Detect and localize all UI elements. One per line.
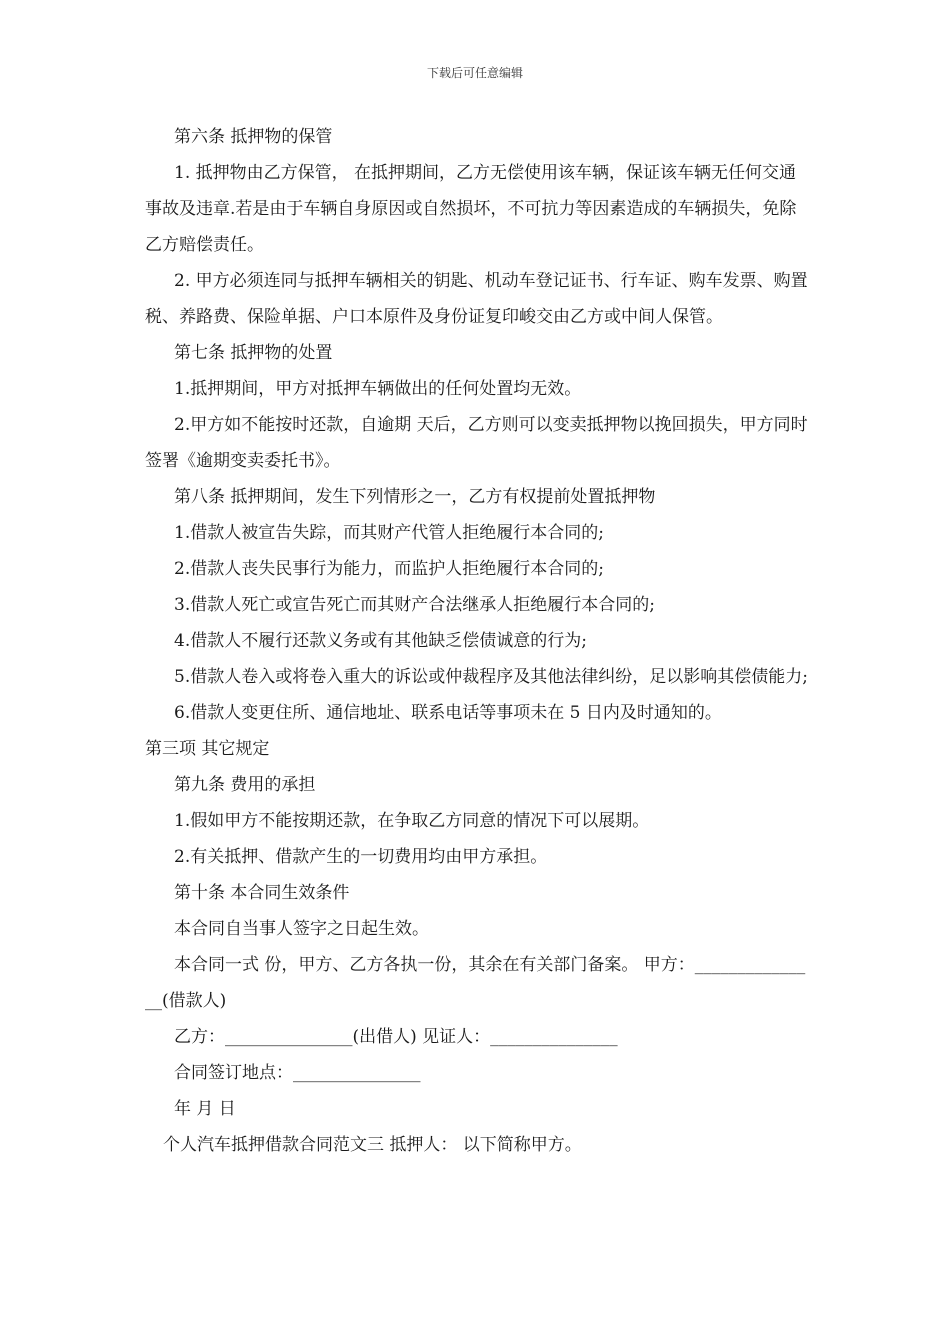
- article-9-item-1: 1.假如甲方不能按期还款，在争取乙方同意的情况下可以展期。: [174, 811, 650, 831]
- article-8-item-6: 6.借款人变更住所、通信地址、联系电话等事项未在 5 日内及时通知的。: [174, 703, 722, 723]
- article-7-heading: 第七条 抵押物的处置: [174, 343, 333, 363]
- page-header: 下载后可任意编辑: [426, 66, 523, 80]
- party-b-witness-line: 乙方：_______________(出借人) 见证人：_______________: [174, 1027, 618, 1047]
- effective-clause: 本合同自当事人签字之日起生效。: [174, 919, 429, 939]
- article-8-item-5: 5.借款人卷入或将卷入重大的诉讼或仲裁程序及其他法律纠纷，足以影响其偿债能力;: [174, 667, 808, 687]
- article-8-item-3: 3.借款人死亡或宣告死亡而其财产合法继承人拒绝履行本合同的;: [174, 595, 655, 615]
- article-10-heading: 第十条 本合同生效条件: [174, 883, 350, 903]
- article-8-item-2: 2.借款人丧失民事行为能力，而监护人拒绝履行本合同的;: [174, 559, 604, 579]
- article-6-item-1: 1. 抵押物由乙方保管， 在抵押期间，乙方无偿使用该车辆，保证该车辆无任何交通事故及违章.若是由于车辆自身原因或自然损坏，不可抗力等因素造成的车辆损失，免除乙方赔偿责任。: [145, 163, 797, 255]
- article-9-item-2: 2.有关抵押、借款产生的一切费用均由甲方承担。: [174, 847, 548, 867]
- article-7-item-1: 1.抵押期间，甲方对抵押车辆做出的任何处置均无效。: [174, 379, 582, 399]
- article-8-item-1: 1.借款人被宣告失踪，而其财产代管人拒绝履行本合同的;: [174, 523, 604, 543]
- date-line: 年 月 日: [174, 1099, 236, 1119]
- article-8-item-4: 4.借款人不履行还款义务或有其他缺乏偿债诚意的行为;: [174, 631, 587, 651]
- article-7-item-2: 2.甲方如不能按时还款，自逾期 天后，乙方则可以变卖抵押物以挽回损失，甲方同时签署《逾期变卖委托书》。: [145, 415, 808, 471]
- article-6-item-2: 2. 甲方必须连同与抵押车辆相关的钥匙、机动车登记证书、行车证、购车发票、购置税、养路费、保险单据、户口本原件及身份证复印峻交由乙方或中间人保管。: [145, 271, 808, 327]
- document-body: [145, 119, 810, 1163]
- article-8-heading: 第八条 抵押期间，发生下列情形之一，乙方有权提前处置抵押物: [174, 487, 656, 507]
- copies-and-party-a-line: 本合同一式 份，甲方、乙方各执一份，其余在有关部门备案。 甲方：_______________(借款人): [145, 955, 806, 1011]
- section-3-heading: 第三项 其它规定: [145, 739, 270, 759]
- signing-place-line: 合同签订地点：_______________: [174, 1063, 421, 1083]
- article-6-heading: 第六条 抵押物的保管: [174, 127, 333, 147]
- article-9-heading: 第九条 费用的承担: [174, 775, 316, 795]
- next-contract-title: 个人汽车抵押借款合同范文三 抵押人： 以下简称甲方。: [163, 1135, 582, 1155]
